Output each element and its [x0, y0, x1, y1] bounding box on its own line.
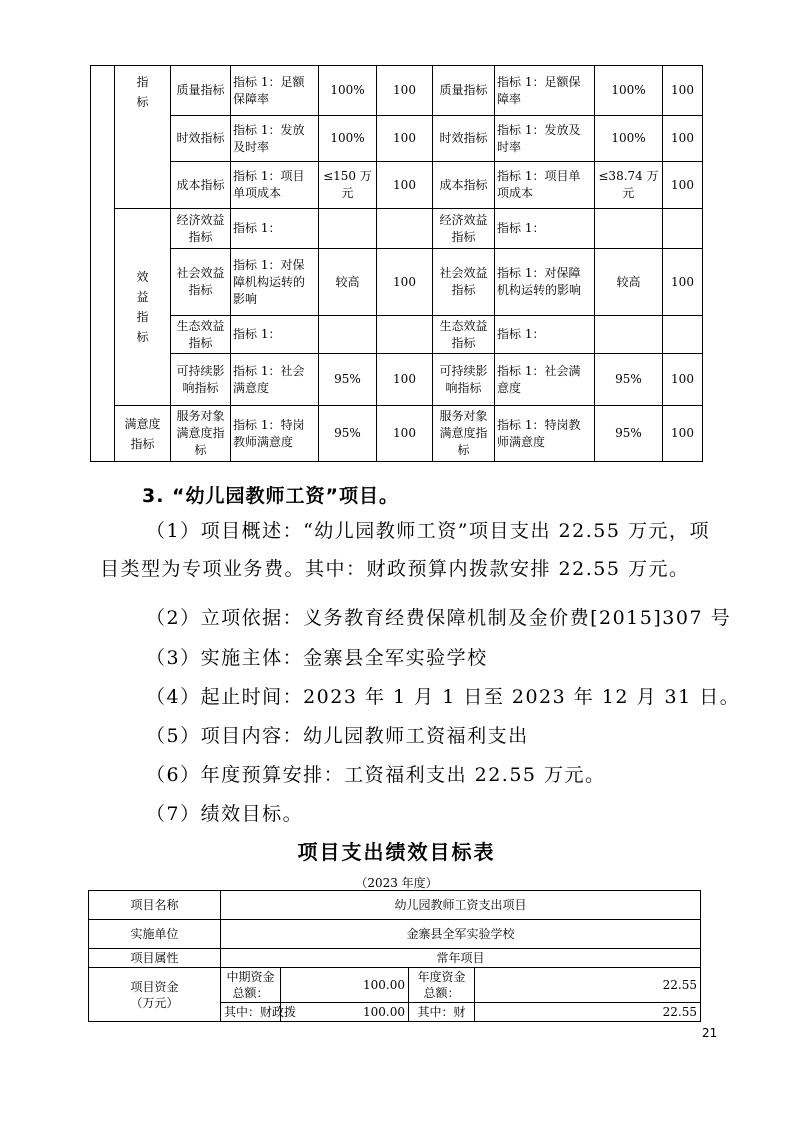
sub-indicator: 经济效益指标 [171, 209, 231, 249]
sub-indicator: 生态效益指标 [171, 316, 231, 354]
score [377, 316, 433, 354]
category-benefit: 效 益 指 标 [115, 209, 171, 406]
target-value: 100% [319, 116, 377, 162]
indicator: 指标 1：发放及时率 [231, 116, 319, 162]
paragraph-period: （4）起止时间：2023 年 1 月 1 日至 2023 年 12 月 31 日。 [146, 686, 741, 708]
score: 100 [377, 66, 433, 116]
score: 100 [663, 66, 703, 116]
table-row [91, 209, 703, 249]
sub-indicator: 经济效益指标 [433, 209, 495, 249]
sub-indicator: 社会效益指标 [433, 249, 495, 316]
sub-indicator: 服务对象满意度指标 [171, 406, 231, 462]
sub-indicator: 可持续影响指标 [171, 354, 231, 406]
indicator: 指标 1： [495, 316, 595, 354]
attribute-label: 项目属性 [89, 949, 221, 968]
year-total-label: 年度资金总额： [409, 968, 475, 1003]
score: 100 [377, 406, 433, 462]
paragraph-goal: （7）绩效目标。 [146, 803, 304, 825]
indicator: 指标 1： [231, 209, 319, 249]
score [663, 316, 703, 354]
project-name-label: 项目名称 [89, 891, 221, 920]
table-row [91, 116, 703, 162]
score: 100 [663, 406, 703, 462]
sub-indicator: 质量指标 [433, 66, 495, 116]
actual-value [595, 316, 663, 354]
unit-label: 实施单位 [89, 920, 221, 949]
sub-indicator: 服务对象满意度指标 [433, 406, 495, 462]
indicator: 指标 1： [231, 316, 319, 354]
mid-fiscal-label: 其中：财政拨 [221, 1003, 281, 1022]
attribute-value: 常年项目 [221, 949, 701, 968]
section-heading: 3. “幼儿园教师工资”项目。 [142, 485, 400, 507]
indicator: 指标 1：项目单项成本 [495, 162, 595, 209]
mid-total-value: 100.00 [281, 968, 409, 1003]
score: 100 [377, 249, 433, 316]
mid-fiscal-value: 100.00 [281, 1003, 409, 1022]
table-row [91, 162, 703, 209]
score: 100 [663, 249, 703, 316]
actual-value: 95% [595, 406, 663, 462]
indicator: 指标 1：对保障机构运转的影响 [495, 249, 595, 316]
score [377, 209, 433, 249]
actual-value: 100% [595, 66, 663, 116]
sub-indicator: 成本指标 [171, 162, 231, 209]
score: 100 [663, 162, 703, 209]
table-year: （2023 年度） [355, 876, 438, 890]
actual-value: 100% [595, 116, 663, 162]
indicator: 指标 1：足额保障率 [495, 66, 595, 116]
score: 100 [663, 354, 703, 406]
indicator: 指标 1：社会满意度 [231, 354, 319, 406]
category-satisfaction: 满意度 指标 [115, 406, 171, 462]
target-value: 95% [319, 406, 377, 462]
indicator: 指标 1：对保障机构运转的影响 [231, 249, 319, 316]
indicator-table [90, 65, 703, 462]
table-row [89, 968, 701, 1003]
indicator: 指标 1：项目单项成本 [231, 162, 319, 209]
table-row [91, 316, 703, 354]
mid-total-label: 中期资金总额： [221, 968, 281, 1003]
paragraph-subject: （3）实施主体：金寨县全军实验学校 [146, 647, 488, 669]
actual-value: 较高 [595, 249, 663, 316]
indicator: 指标 1：足额保障率 [231, 66, 319, 116]
score: 100 [663, 116, 703, 162]
score: 100 [377, 116, 433, 162]
target-value [319, 209, 377, 249]
indicator: 指标 1：特岗教师满意度 [495, 406, 595, 462]
table-row [89, 891, 701, 920]
table-row [91, 406, 703, 462]
sub-indicator: 成本指标 [433, 162, 495, 209]
paragraph-budget: （6）年度预算安排：工资福利支出 22.55 万元。 [146, 764, 606, 786]
target-value: ≤150 万元 [319, 162, 377, 209]
score: 100 [377, 354, 433, 406]
indicator: 指标 1：社会满意度 [495, 354, 595, 406]
project-name-value: 幼儿园教师工资支出项目 [221, 891, 701, 920]
paragraph-overview: （1）项目概述：“幼儿园教师工资”项目支出 22.55 万元，项目类型为专项业务费。其中：财政预算内拨款安排 22.55 万元。 [100, 520, 710, 580]
score [663, 209, 703, 249]
target-value: 100% [319, 66, 377, 116]
performance-target-table [88, 890, 701, 1022]
target-value: 95% [319, 354, 377, 406]
actual-value: ≤38.74 万元 [595, 162, 663, 209]
sub-indicator: 可持续影响指标 [433, 354, 495, 406]
funds-label: 项目资金 （万元） [89, 968, 221, 1022]
category-output: 指 标 [115, 66, 171, 209]
score: 100 [377, 162, 433, 209]
sub-indicator: 时效指标 [171, 116, 231, 162]
page-number: 21 [702, 1026, 718, 1040]
table-row [91, 66, 703, 116]
table-row [89, 920, 701, 949]
target-value: 较高 [319, 249, 377, 316]
indicator: 指标 1： [495, 209, 595, 249]
table-row [89, 949, 701, 968]
sub-indicator: 生态效益指标 [433, 316, 495, 354]
table-title: 项目支出绩效目标表 [297, 840, 496, 864]
indicator: 指标 1：特岗教师满意度 [231, 406, 319, 462]
table-row [91, 249, 703, 316]
actual-value: 95% [595, 354, 663, 406]
table-row [91, 354, 703, 406]
actual-value [595, 209, 663, 249]
year-fiscal-value: 22.55 [475, 1003, 701, 1022]
indicator: 指标 1：发放及时率 [495, 116, 595, 162]
year-fiscal-label: 其中：财 [409, 1003, 475, 1022]
year-total-value: 22.55 [475, 968, 701, 1003]
sub-indicator: 社会效益指标 [171, 249, 231, 316]
paragraph-basis: （2）立项依据：义务教育经费保障机制及金价费[2015]307 号 [146, 607, 732, 629]
left-blank-cell [91, 66, 115, 462]
unit-value: 金寨县全军实验学校 [221, 920, 701, 949]
paragraph-content: （5）项目内容：幼儿园教师工资福利支出 [146, 725, 529, 747]
sub-indicator: 质量指标 [171, 66, 231, 116]
target-value [319, 316, 377, 354]
sub-indicator: 时效指标 [433, 116, 495, 162]
